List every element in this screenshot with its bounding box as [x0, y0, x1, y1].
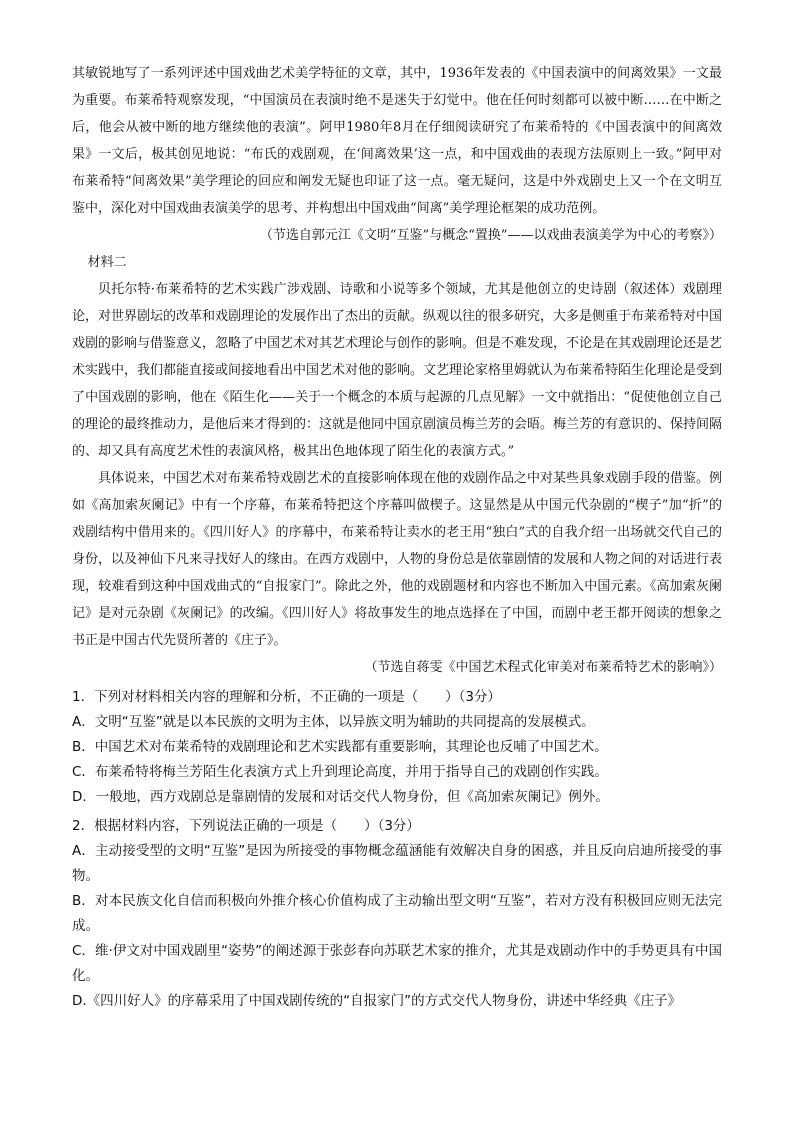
question-1 — [72, 685, 722, 810]
material-2-paragraph-2: 具体说来，中国艺术对布莱希特戏剧艺术的直接影响体现在他的戏剧作品之中对某些具象戏剧手段的借鉴。例如《高加索灰阑记》中有一个序幕，布莱希特把这个序幕叫做楔子。这显然是从中国元代杂剧的“楔子”加“折”的戏剧结构中借用来的。《四川好人》的序幕中，布莱希特让卖水的老王用“独白”式的自我介绍一出场就交代自己的身份，以及神仙下凡来寻找好人的缘由。在西方戏剧中，人物的身份总是依靠剧情的发展和人物之间的对话进行表现，较难看到这种中国戏曲式的“自报家门”。除此之外，他的戏剧题材和内容也不断加入中国元素。《高加索灰阑记》是对元杂剧《灰阑记》的改编。《四川好人》将故事发生的地点选择在了中国，而剧中老王都开阅读的想象之书正是中国古代先贤所著的《庄子》。 — [72, 471, 723, 648]
question-1-option-d: D．一般地，西方戏剧总是靠剧情的发展和对话交代人物身份，但《高加索灰阑记》例外。 — [72, 789, 609, 805]
question-2-option-c: C．维·伊文对中国戏剧里“姿势”的阐述源于张彭春向苏联艺术家的推介，尤其是戏剧动作中的手势更具有中国化。 — [72, 943, 722, 984]
question-1-stem: 1．下列对材料相关内容的理解和分析，不正确的一项是（ ）（3分） — [72, 689, 501, 705]
question-1-option-c: C．布莱希特将梅兰芳陌生化表演方式上升到理论高度，并用于指导自己的戏剧创作实践。 — [72, 764, 608, 780]
source-citation-1: （节选自郭元江《文明“互鉴”与概念“置换”——以戏曲表演美学为中心的考察》） — [259, 228, 722, 243]
question-2-option-b: B．对本民族文化自信而积极向外推介核心价值构成了主动输出型文明“互鉴”，若对方没有积极回应则无法完成。 — [72, 893, 722, 934]
material-2-heading: 材料二 — [87, 255, 127, 270]
question-2-option-a: A．主动接受型的文明“互鉴”是因为所接受的事物概念蕴涵能有效解决自身的困惑，并且反向启迪所接受的事物。 — [72, 843, 722, 884]
passage-continued: 其敏锐地写了一系列评述中国戏曲艺术美学特征的文章，其中，1936年发表的《中国表演中的间离效果》一文最为重要。布莱希特观察发现，“中国演员在表演时绝不是迷失于幻觉中。他在任何时刻都可以被中断……在中断之后，他会从被中断的地方继续他的表演”。阿甲1980年8月在仔细阅读研究了布莱希特的《中国表演中的间离效果》一文后，极其创见地说：“布氏的戏剧观，在‘间离效果’这一点，和中国戏曲的表现方法原则上一致。”阿甲对布莱希特“间离效果”美学理论的回应和阐发无疑也印证了这一点。毫无疑问，这是中外戏剧史上又一个在文明互鉴中，深化对中国戏曲表演美学的思考、并构想出中国戏曲“间离”美学理论框架的成功范例。 — [72, 66, 722, 216]
question-2-option-d: D.《四川好人》的序幕采用了中国戏剧传统的“自报家门”的方式交代人物身份，讲述中华经典《庄子》 — [72, 993, 682, 1009]
question-2 — [72, 814, 722, 1014]
question-1-option-a: A．文明“互鉴”就是以本民族的文明为主体，以异族文明为辅助的共同提高的发展模式。 — [72, 714, 595, 730]
material-2-paragraph-1: 贝托尔特·布莱希特的艺术实践广涉戏剧、诗歌和小说等多个领域，尤其是他创立的史诗剧（叙述体）戏剧理论，对世界剧坛的改革和戏剧理论的发展作出了杰出的贡献。纵观以往的很多研究，大多是侧重于布莱希特对中国戏剧的影响与借鉴意义，忽略了中国艺术对其艺术理论与创作的影响。但是不难发现，不论是在其戏剧理论还是艺术实践中，我们都能直接或间接地看出中国艺术对他的影响。文艺理论家格里姆就认为布莱希特陌生化理论是受到了中国戏剧的影响，他在《陌生化——关于一个概念的本质与起源的几点见解》一文中就指出：“促使他创立自己的理论的最终推动力，是他后来才得到的：这就是他同中国京剧演员梅兰芳的会晤。梅兰芳的有意识的、保持间隔的、却又具有高度艺术性的表演风格，极其出色地体现了陌生化的表演方式。” — [72, 282, 723, 459]
source-citation-2: （节选自蒋雯《中国艺术程式化审美对布莱希特艺术的影响》） — [364, 660, 722, 675]
question-2-stem: 2．根据材料内容，下列说法正确的一项是（ ）（3分） — [72, 818, 420, 834]
question-1-option-b: B．中国艺术对布莱希特的戏剧理论和艺术实践都有重要影响，其理论也反哺了中国艺术。 — [72, 739, 608, 755]
exam-page — [72, 60, 722, 1014]
